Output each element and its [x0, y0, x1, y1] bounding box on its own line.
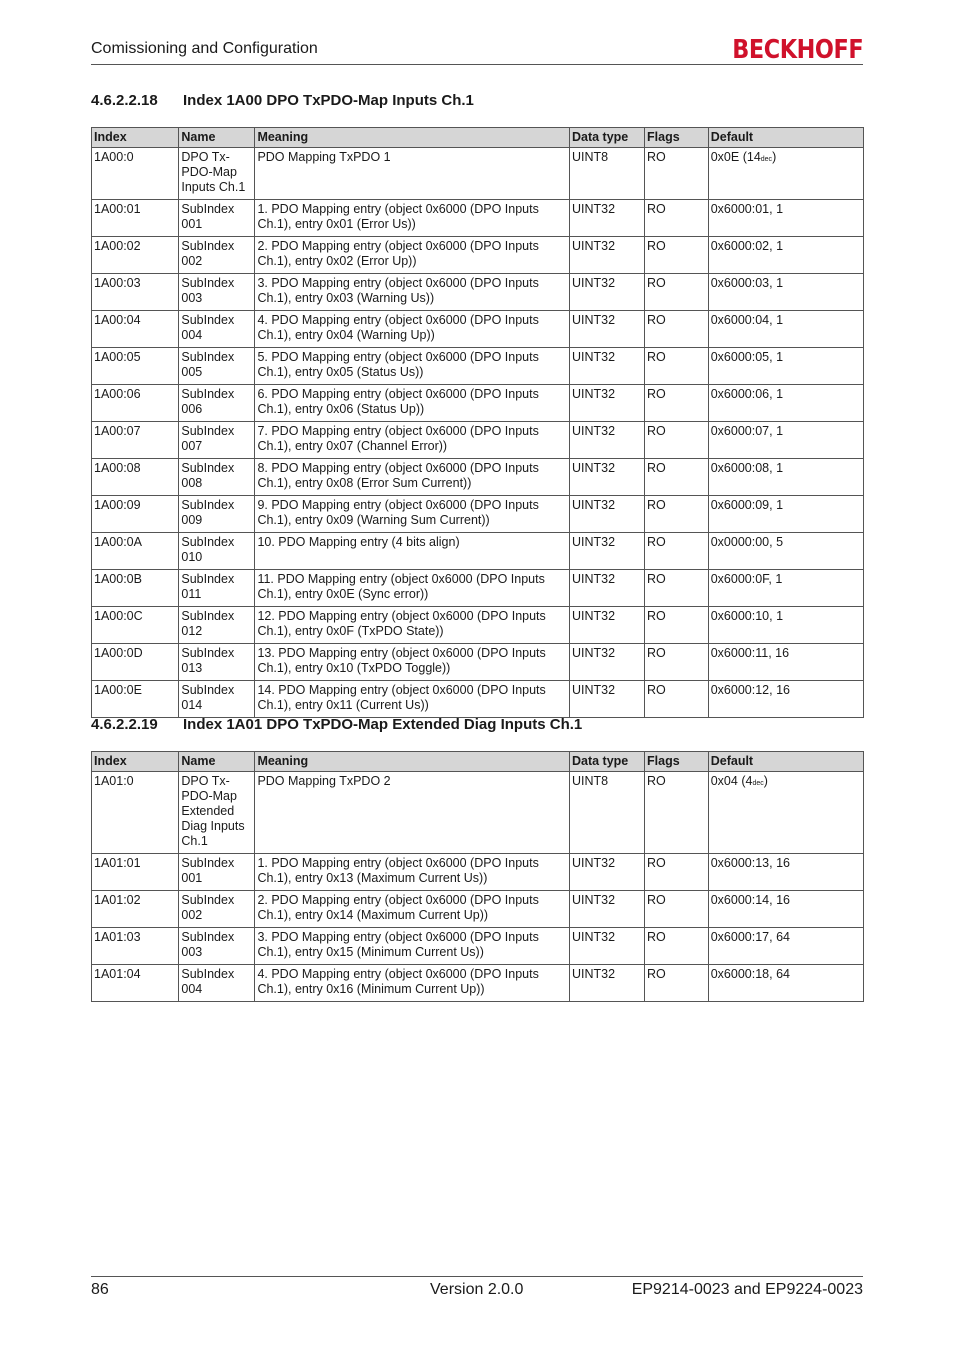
cell-name: DPO Tx-PDO-Map Inputs Ch.1	[179, 148, 255, 200]
section-heading: Index 1A00 DPO TxPDO-Map Inputs Ch.1	[183, 92, 474, 109]
table-row	[92, 607, 864, 644]
cell-default: 0x6000:07, 1	[708, 422, 863, 459]
cell-flags: RO	[645, 385, 709, 422]
cell-flags: RO	[645, 644, 709, 681]
column-header-meaning: Meaning	[255, 128, 570, 148]
cell-name: SubIndex 004	[179, 311, 255, 348]
table-row	[92, 311, 864, 348]
cell-meaning: 2. PDO Mapping entry (object 0x6000 (DPO Inputs Ch.1), entry 0x14 (Maximum Current Up))	[255, 891, 570, 928]
cell-meaning: 4. PDO Mapping entry (object 0x6000 (DPO Inputs Ch.1), entry 0x04 (Warning Up))	[255, 311, 570, 348]
cell-index: 1A00:02	[92, 237, 179, 274]
cell-index: 1A00:08	[92, 459, 179, 496]
cell-default: 0x6000:12, 16	[708, 681, 863, 718]
table-row	[92, 385, 864, 422]
cell-name: SubIndex 002	[179, 891, 255, 928]
cell-meaning: 2. PDO Mapping entry (object 0x6000 (DPO Inputs Ch.1), entry 0x02 (Error Up))	[255, 237, 570, 274]
cell-name: SubIndex 003	[179, 274, 255, 311]
default-tail: )	[772, 150, 777, 164]
cell-name: SubIndex 002	[179, 237, 255, 274]
table-row	[92, 891, 864, 928]
default-subscript: dec	[752, 780, 764, 787]
cell-flags: RO	[645, 854, 709, 891]
table-body	[92, 148, 864, 718]
cell-default: 0x6000:0F, 1	[708, 570, 863, 607]
cell-flags: RO	[645, 422, 709, 459]
cell-flags: RO	[645, 200, 709, 237]
cell-name: SubIndex 008	[179, 459, 255, 496]
table-row	[92, 681, 864, 718]
cell-data-type: UINT32	[569, 681, 644, 718]
table-row	[92, 422, 864, 459]
cell-flags: RO	[645, 607, 709, 644]
table-row	[92, 496, 864, 533]
cell-data-type: UINT32	[569, 274, 644, 311]
cell-index: 1A00:0A	[92, 533, 179, 570]
cell-meaning: 1. PDO Mapping entry (object 0x6000 (DPO Inputs Ch.1), entry 0x01 (Error Us))	[255, 200, 570, 237]
cell-name: SubIndex 009	[179, 496, 255, 533]
column-header-data-type: Data type	[569, 752, 644, 772]
cell-default: 0x6000:01, 1	[708, 200, 863, 237]
cell-index: 1A01:01	[92, 854, 179, 891]
cell-data-type: UINT8	[569, 772, 644, 854]
cell-meaning: 5. PDO Mapping entry (object 0x6000 (DPO Inputs Ch.1), entry 0x05 (Status Us))	[255, 348, 570, 385]
cell-flags: RO	[645, 237, 709, 274]
cell-flags: RO	[645, 459, 709, 496]
cell-flags: RO	[645, 681, 709, 718]
column-header-flags: Flags	[645, 752, 709, 772]
column-header-index: Index	[92, 128, 179, 148]
object-table-1a00	[91, 127, 864, 718]
table-row	[92, 200, 864, 237]
cell-name: SubIndex 004	[179, 965, 255, 1002]
cell-flags: RO	[645, 965, 709, 1002]
table-row	[92, 237, 864, 274]
cell-data-type: UINT32	[569, 891, 644, 928]
cell-name: SubIndex 005	[179, 348, 255, 385]
cell-data-type: UINT32	[569, 496, 644, 533]
beckhoff-logo: BECKHOFF	[732, 35, 863, 65]
cell-default	[708, 772, 863, 854]
cell-meaning: 9. PDO Mapping entry (object 0x6000 (DPO Inputs Ch.1), entry 0x09 (Warning Sum Current))	[255, 496, 570, 533]
column-header-flags: Flags	[645, 128, 709, 148]
cell-name: SubIndex 007	[179, 422, 255, 459]
cell-index: 1A00:04	[92, 311, 179, 348]
cell-name: SubIndex 006	[179, 385, 255, 422]
cell-index: 1A00:0	[92, 148, 179, 200]
cell-meaning: 6. PDO Mapping entry (object 0x6000 (DPO Inputs Ch.1), entry 0x06 (Status Up))	[255, 385, 570, 422]
column-header-default: Default	[708, 128, 863, 148]
cell-meaning: 14. PDO Mapping entry (object 0x6000 (DPO Inputs Ch.1), entry 0x11 (Current Us))	[255, 681, 570, 718]
cell-default: 0x0000:00, 5	[708, 533, 863, 570]
table-header-row	[92, 752, 864, 772]
cell-data-type: UINT32	[569, 311, 644, 348]
cell-default: 0x6000:05, 1	[708, 348, 863, 385]
cell-default: 0x6000:13, 16	[708, 854, 863, 891]
cell-meaning: 11. PDO Mapping entry (object 0x6000 (DPO Inputs Ch.1), entry 0x0E (Sync error))	[255, 570, 570, 607]
object-table-1a01	[91, 751, 864, 1002]
table-row	[92, 965, 864, 1002]
default-value: 0x0E (14	[710, 150, 761, 164]
column-header-name: Name	[179, 752, 255, 772]
table-row	[92, 274, 864, 311]
table-row	[92, 533, 864, 570]
cell-index: 1A00:0E	[92, 681, 179, 718]
cell-default: 0x6000:09, 1	[708, 496, 863, 533]
cell-flags: RO	[645, 570, 709, 607]
cell-name: SubIndex 014	[179, 681, 255, 718]
cell-data-type: UINT32	[569, 928, 644, 965]
cell-data-type: UINT32	[569, 237, 644, 274]
cell-meaning: 10. PDO Mapping entry (4 bits align)	[255, 533, 570, 570]
table-header-row	[92, 128, 864, 148]
cell-name: SubIndex 001	[179, 200, 255, 237]
cell-index: 1A00:05	[92, 348, 179, 385]
cell-flags: RO	[645, 533, 709, 570]
product-name: EP9214-0023 and EP9224-0023	[631, 1281, 863, 1298]
cell-default	[708, 148, 863, 200]
cell-data-type: UINT32	[569, 607, 644, 644]
page-footer	[91, 1276, 863, 1298]
default-tail: )	[763, 774, 768, 788]
cell-meaning: 4. PDO Mapping entry (object 0x6000 (DPO Inputs Ch.1), entry 0x16 (Minimum Current Up))	[255, 965, 570, 1002]
cell-name: SubIndex 003	[179, 928, 255, 965]
cell-meaning: 7. PDO Mapping entry (object 0x6000 (DPO Inputs Ch.1), entry 0x07 (Channel Error))	[255, 422, 570, 459]
column-header-data-type: Data type	[569, 128, 644, 148]
cell-meaning: 13. PDO Mapping entry (object 0x6000 (DPO Inputs Ch.1), entry 0x10 (TxPDO Toggle))	[255, 644, 570, 681]
cell-index: 1A00:06	[92, 385, 179, 422]
cell-data-type: UINT32	[569, 200, 644, 237]
cell-index: 1A01:02	[92, 891, 179, 928]
cell-index: 1A00:01	[92, 200, 179, 237]
cell-data-type: UINT32	[569, 570, 644, 607]
cell-data-type: UINT32	[569, 348, 644, 385]
table-row	[92, 644, 864, 681]
cell-default: 0x6000:06, 1	[708, 385, 863, 422]
cell-index: 1A00:0B	[92, 570, 179, 607]
default-subscript: dec	[760, 156, 773, 163]
cell-default: 0x6000:10, 1	[708, 607, 863, 644]
table-row	[92, 348, 864, 385]
cell-meaning: 3. PDO Mapping entry (object 0x6000 (DPO Inputs Ch.1), entry 0x15 (Minimum Current Us))	[255, 928, 570, 965]
cell-default: 0x6000:18, 64	[708, 965, 863, 1002]
column-header-meaning: Meaning	[255, 752, 570, 772]
cell-index: 1A00:07	[92, 422, 179, 459]
page-number: 86	[91, 1281, 109, 1298]
cell-data-type: UINT32	[569, 854, 644, 891]
cell-index: 1A00:03	[92, 274, 179, 311]
document-version: Version 2.0.0	[430, 1281, 524, 1298]
cell-data-type: UINT32	[569, 459, 644, 496]
cell-meaning: 8. PDO Mapping entry (object 0x6000 (DPO Inputs Ch.1), entry 0x08 (Error Sum Current))	[255, 459, 570, 496]
cell-data-type: UINT32	[569, 965, 644, 1002]
cell-data-type: UINT32	[569, 644, 644, 681]
table-row	[92, 772, 864, 854]
section-title-1a01	[91, 716, 582, 733]
cell-index: 1A01:03	[92, 928, 179, 965]
header-title: Comissioning and Configuration	[91, 40, 318, 57]
table-row	[92, 459, 864, 496]
cell-name: DPO Tx-PDO-Map Extended Diag Inputs Ch.1	[179, 772, 255, 854]
column-header-default: Default	[708, 752, 863, 772]
cell-index: 1A00:0D	[92, 644, 179, 681]
cell-flags: RO	[645, 496, 709, 533]
cell-data-type: UINT32	[569, 533, 644, 570]
cell-flags: RO	[645, 348, 709, 385]
cell-flags: RO	[645, 148, 709, 200]
cell-data-type: UINT32	[569, 385, 644, 422]
cell-flags: RO	[645, 891, 709, 928]
cell-name: SubIndex 012	[179, 607, 255, 644]
default-value: 0x04 (4	[710, 774, 753, 788]
cell-flags: RO	[645, 772, 709, 854]
cell-index: 1A01:0	[92, 772, 179, 854]
cell-index: 1A00:0C	[92, 607, 179, 644]
table-row	[92, 570, 864, 607]
cell-name: SubIndex 010	[179, 533, 255, 570]
table-row	[92, 148, 864, 200]
section-number: 4.6.2.2.19	[91, 716, 158, 733]
cell-default: 0x6000:03, 1	[708, 274, 863, 311]
section-heading: Index 1A01 DPO TxPDO-Map Extended Diag Inputs Ch.1	[183, 716, 583, 733]
table-row	[92, 854, 864, 891]
section-number: 4.6.2.2.18	[91, 92, 158, 109]
cell-default: 0x6000:02, 1	[708, 237, 863, 274]
cell-default: 0x6000:11, 16	[708, 644, 863, 681]
cell-meaning: 3. PDO Mapping entry (object 0x6000 (DPO Inputs Ch.1), entry 0x03 (Warning Us))	[255, 274, 570, 311]
cell-flags: RO	[645, 311, 709, 348]
cell-default: 0x6000:08, 1	[708, 459, 863, 496]
page-header	[91, 35, 863, 65]
table-row	[92, 928, 864, 965]
table-body	[92, 772, 864, 1002]
column-header-index: Index	[92, 752, 179, 772]
cell-name: SubIndex 001	[179, 854, 255, 891]
cell-meaning: PDO Mapping TxPDO 1	[255, 148, 570, 200]
cell-name: SubIndex 011	[179, 570, 255, 607]
section-title-1a00	[91, 92, 474, 109]
cell-index: 1A01:04	[92, 965, 179, 1002]
cell-data-type: UINT32	[569, 422, 644, 459]
cell-meaning: 1. PDO Mapping entry (object 0x6000 (DPO Inputs Ch.1), entry 0x13 (Maximum Current Us))	[255, 854, 570, 891]
cell-flags: RO	[645, 928, 709, 965]
cell-data-type: UINT8	[569, 148, 644, 200]
cell-name: SubIndex 013	[179, 644, 255, 681]
cell-default: 0x6000:04, 1	[708, 311, 863, 348]
cell-meaning: PDO Mapping TxPDO 2	[255, 772, 570, 854]
cell-index: 1A00:09	[92, 496, 179, 533]
column-header-name: Name	[179, 128, 255, 148]
cell-meaning: 12. PDO Mapping entry (object 0x6000 (DPO Inputs Ch.1), entry 0x0F (TxPDO State))	[255, 607, 570, 644]
cell-default: 0x6000:14, 16	[708, 891, 863, 928]
cell-flags: RO	[645, 274, 709, 311]
cell-default: 0x6000:17, 64	[708, 928, 863, 965]
